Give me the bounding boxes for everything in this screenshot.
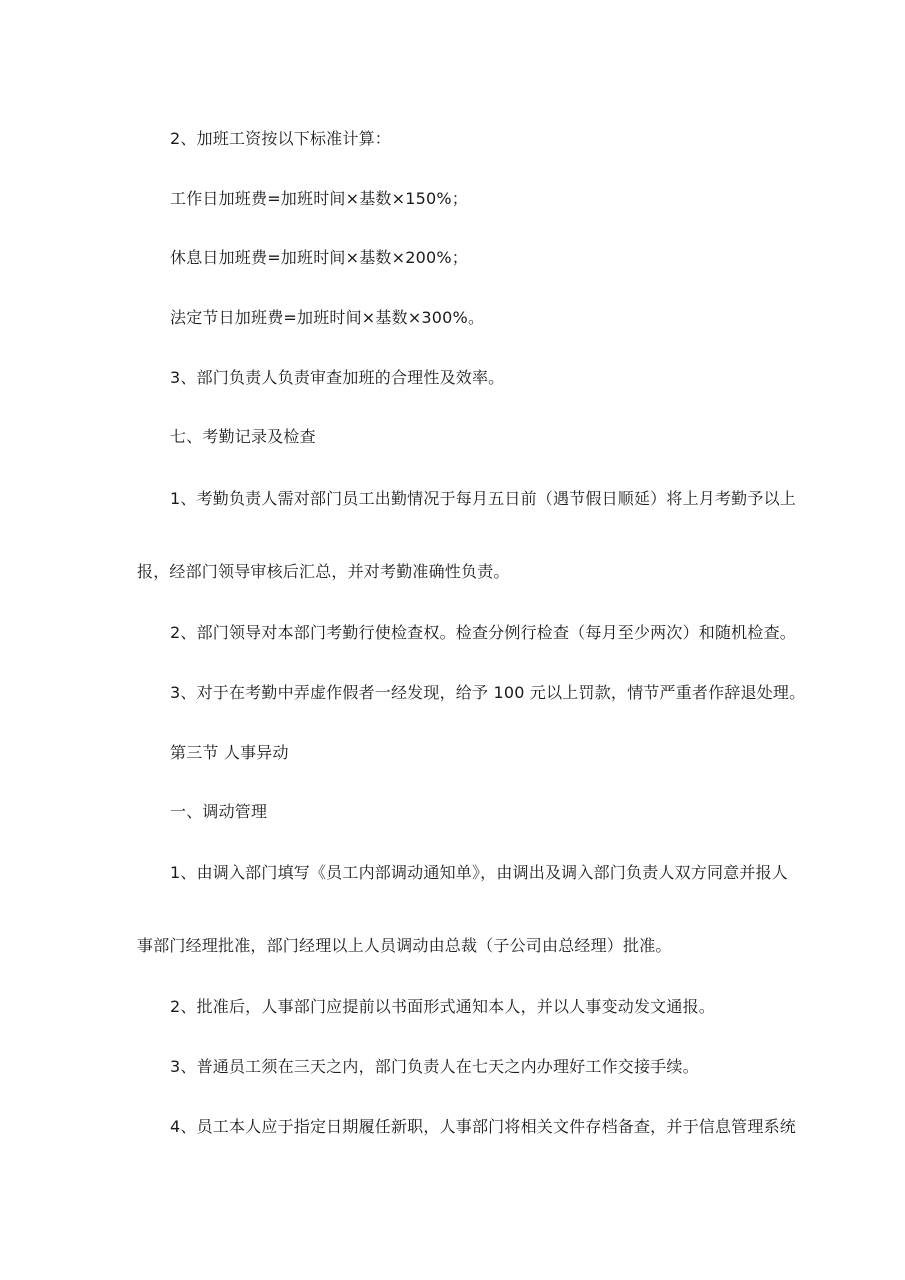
overtime-pay-heading: 2、加班工资按以下标准计算： xyxy=(170,129,391,148)
overtime-review-item: 3、部门负责人负责审查加班的合理性及效率。 xyxy=(170,368,505,387)
attendance-section-heading: 七、考勤记录及检查 xyxy=(170,427,316,446)
transfer-item-3: 3、普通员工须在三天之内，部门负责人在七天之内办理好工作交接手续。 xyxy=(170,1057,699,1076)
restday-overtime-formula: 休息日加班费=加班时间×基数×200%； xyxy=(170,248,468,267)
transfer-management-heading: 一、调动管理 xyxy=(170,802,268,821)
transfer-item-1-line-2: 事部门经理批准，部门经理以上人员调动由总裁（子公司由总经理）批准。 xyxy=(137,936,672,955)
workday-overtime-formula: 工作日加班费=加班时间×基数×150%； xyxy=(170,189,468,208)
attendance-item-3: 3、对于在考勤中弄虚作假者一经发现，给予 100 元以上罚款，情节严重者作辞退处理。 xyxy=(170,683,806,702)
transfer-item-4-line-1: 4、员工本人应于指定日期履任新职，人事部门将相关文件存档备查，并于信息管理系统 xyxy=(170,1117,796,1136)
attendance-item-2: 2、部门领导对本部门考勤行使检查权。检查分例行检查（每月至少两次）和随机检查。 xyxy=(170,623,796,642)
transfer-item-2: 2、批准后，人事部门应提前以书面形式通知本人，并以人事变动发文通报。 xyxy=(170,997,715,1016)
attendance-item-1-line-1: 1、考勤负责人需对部门员工出勤情况于每月五日前（遇节假日顺延）将上月考勤予以上 xyxy=(170,489,796,508)
holiday-overtime-formula: 法定节日加班费=加班时间×基数×300%。 xyxy=(170,308,485,327)
transfer-item-1-line-1: 1、由调入部门填写《员工内部调动通知单》，由调出及调入部门负责人双方同意并报人 xyxy=(170,863,788,882)
attendance-item-1-line-2: 报，经部门领导审核后汇总，并对考勤准确性负责。 xyxy=(137,562,510,581)
section-3-heading: 第三节 人事异动 xyxy=(170,743,289,762)
